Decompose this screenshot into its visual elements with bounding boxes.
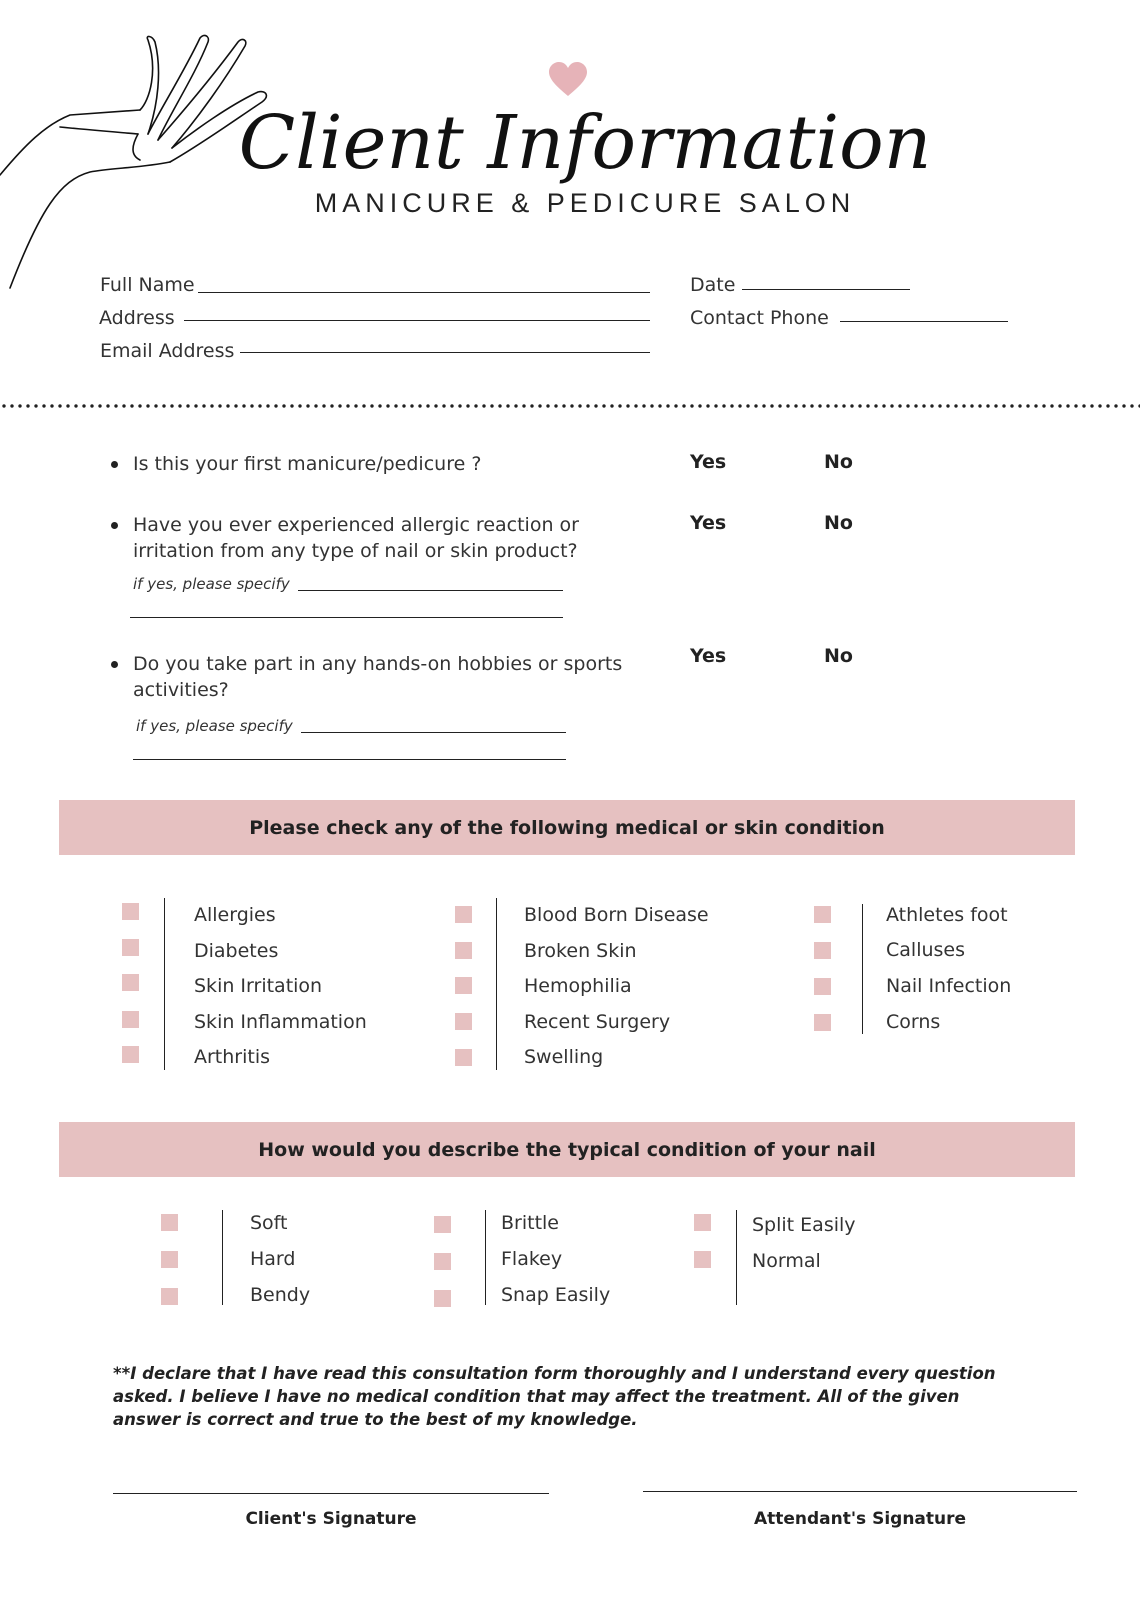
checkbox-recent-surgery[interactable] bbox=[455, 1013, 472, 1030]
bullet bbox=[111, 522, 118, 529]
question-3-line-1: Do you take part in any hands-on hobbies or sports bbox=[133, 653, 623, 675]
checkbox-allergies[interactable] bbox=[122, 903, 139, 920]
q1-yes-option[interactable]: Yes bbox=[690, 451, 727, 473]
contact-phone-label: Contact Phone bbox=[690, 307, 829, 329]
q3-specify-field-2[interactable] bbox=[133, 759, 566, 760]
dotted-divider bbox=[0, 404, 1140, 408]
full-name-label: Full Name bbox=[100, 274, 195, 296]
declaration-text: **I declare that I have read this consultation form thoroughly and I understand every question asked. I believe I have no medical condition that may affect the treatment. All of the given answer is correct and true to the best of my knowledge. bbox=[113, 1364, 996, 1429]
attendant-signature-field[interactable] bbox=[643, 1491, 1077, 1492]
checkbox-snap-easily[interactable] bbox=[434, 1290, 451, 1307]
q3-specify-field[interactable] bbox=[301, 732, 566, 733]
question-2-line-2: irritation from any type of nail or skin product? bbox=[133, 540, 578, 562]
bullet bbox=[111, 461, 118, 468]
nail-brittle: Brittle bbox=[501, 1212, 559, 1234]
heart-icon bbox=[548, 62, 588, 98]
question-1: Is this your first manicure/pedicure ? bbox=[133, 453, 482, 475]
medical-section-heading: Please check any of the following medical or skin condition bbox=[59, 800, 1075, 855]
page-subtitle: MANICURE & PEDICURE SALON bbox=[314, 188, 856, 218]
checkbox-arthritis[interactable] bbox=[122, 1046, 139, 1063]
client-signature-field[interactable] bbox=[113, 1493, 549, 1494]
question-3 bbox=[133, 651, 622, 703]
column-divider bbox=[222, 1210, 223, 1305]
q2-specify-label: if yes, please specify bbox=[133, 575, 290, 593]
column-divider bbox=[736, 1210, 737, 1305]
attendant-signature-label: Attendant's Signature bbox=[753, 1509, 967, 1529]
condition-skin-inflammation: Skin Inflammation bbox=[194, 1011, 367, 1033]
page-title: Client Information bbox=[238, 100, 932, 186]
date-field[interactable] bbox=[742, 289, 910, 290]
question-3-line-2: activities? bbox=[133, 679, 229, 701]
condition-skin-irritation: Skin Irritation bbox=[194, 975, 323, 997]
checkbox-broken-skin[interactable] bbox=[455, 942, 472, 959]
contact-phone-field[interactable] bbox=[840, 321, 1008, 322]
checkbox-athletes-foot[interactable] bbox=[814, 906, 831, 923]
checkbox-hemophilia[interactable] bbox=[455, 977, 472, 994]
checkbox-skin-irritation[interactable] bbox=[122, 974, 139, 991]
checkbox-nail-infection[interactable] bbox=[814, 978, 831, 995]
condition-blood-born-disease: Blood Born Disease bbox=[524, 904, 709, 926]
condition-hemophilia: Hemophilia bbox=[524, 975, 632, 997]
date-label: Date bbox=[690, 274, 736, 296]
q3-specify-label: if yes, please specify bbox=[136, 717, 293, 735]
checkbox-bendy[interactable] bbox=[161, 1288, 178, 1305]
condition-broken-skin: Broken Skin bbox=[524, 940, 637, 962]
column-divider bbox=[164, 898, 165, 1070]
condition-allergies: Allergies bbox=[194, 904, 276, 926]
checkbox-flakey[interactable] bbox=[434, 1253, 451, 1270]
full-name-field[interactable] bbox=[198, 292, 650, 293]
nail-normal: Normal bbox=[752, 1250, 821, 1272]
q2-specify-field[interactable] bbox=[298, 590, 563, 591]
nail-soft: Soft bbox=[250, 1212, 288, 1234]
condition-athletes-foot: Athletes foot bbox=[886, 904, 1008, 926]
nail-snap-easily: Snap Easily bbox=[501, 1284, 611, 1306]
condition-corns: Corns bbox=[886, 1011, 941, 1033]
address-label: Address bbox=[99, 307, 175, 329]
question-2-line-1: Have you ever experienced allergic reaction or bbox=[133, 514, 579, 536]
nail-bendy: Bendy bbox=[250, 1284, 311, 1306]
condition-nail-infection: Nail Infection bbox=[886, 975, 1012, 997]
checkbox-skin-inflammation[interactable] bbox=[122, 1011, 139, 1028]
q2-no-option[interactable]: No bbox=[824, 512, 853, 534]
checkbox-corns[interactable] bbox=[814, 1014, 831, 1031]
condition-arthritis: Arthritis bbox=[194, 1046, 271, 1068]
email-label: Email Address bbox=[100, 340, 235, 362]
checkbox-diabetes[interactable] bbox=[122, 939, 139, 956]
nail-split-easily: Split Easily bbox=[752, 1214, 856, 1236]
column-divider bbox=[485, 1210, 486, 1305]
checkbox-swelling[interactable] bbox=[455, 1049, 472, 1066]
checkbox-normal[interactable] bbox=[694, 1251, 711, 1268]
nail-flakey: Flakey bbox=[501, 1248, 563, 1270]
checkbox-soft[interactable] bbox=[161, 1214, 178, 1231]
condition-calluses: Calluses bbox=[886, 939, 965, 961]
condition-recent-surgery: Recent Surgery bbox=[524, 1011, 671, 1033]
column-divider bbox=[862, 904, 863, 1034]
nail-section-heading: How would you describe the typical condition of your nail bbox=[59, 1122, 1075, 1177]
bullet bbox=[111, 661, 118, 668]
condition-swelling: Swelling bbox=[524, 1046, 604, 1068]
checkbox-calluses[interactable] bbox=[814, 942, 831, 959]
checkbox-hard[interactable] bbox=[161, 1251, 178, 1268]
checkbox-split-easily[interactable] bbox=[694, 1214, 711, 1231]
condition-diabetes: Diabetes bbox=[194, 940, 279, 962]
address-field[interactable] bbox=[184, 320, 650, 321]
column-divider bbox=[496, 898, 497, 1070]
checkbox-blood-born-disease[interactable] bbox=[455, 906, 472, 923]
q1-no-option[interactable]: No bbox=[824, 451, 853, 473]
client-signature-label: Client's Signature bbox=[245, 1509, 417, 1529]
question-2 bbox=[133, 512, 579, 564]
q3-no-option[interactable]: No bbox=[824, 645, 853, 667]
email-field[interactable] bbox=[240, 352, 650, 353]
q2-yes-option[interactable]: Yes bbox=[690, 512, 727, 534]
q2-specify-field-2[interactable] bbox=[130, 617, 563, 618]
nail-hard: Hard bbox=[250, 1248, 296, 1270]
q3-yes-option[interactable]: Yes bbox=[690, 645, 727, 667]
checkbox-brittle[interactable] bbox=[434, 1216, 451, 1233]
